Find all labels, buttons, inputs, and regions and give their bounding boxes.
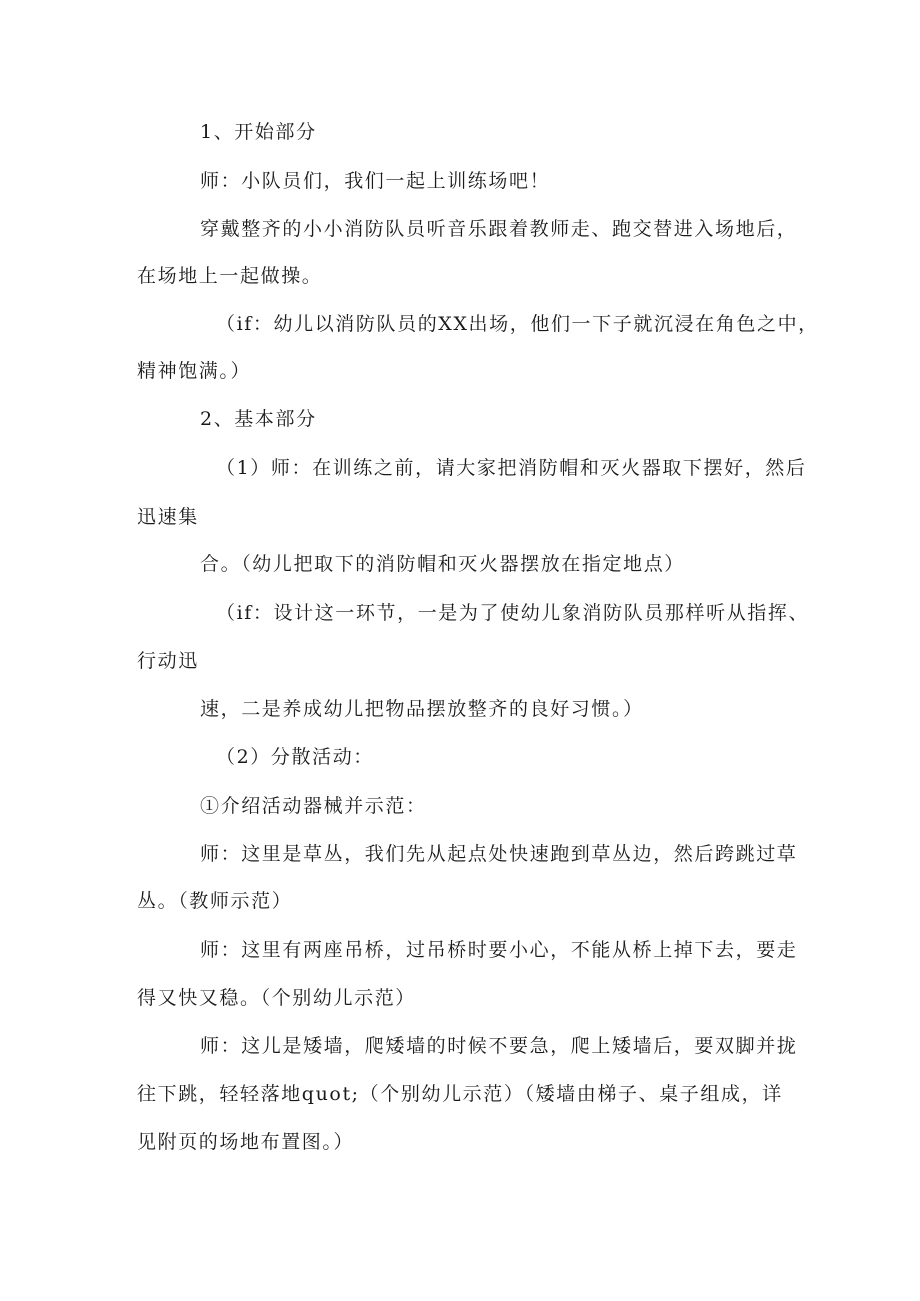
heading-basic-section: 2、基本部分: [200, 408, 317, 430]
paragraph-line: 师：这儿是矮墙，爬矮墙的时候不要急，爬上矮墙后，要双脚并拢: [200, 1035, 798, 1057]
paragraph-line: 师：这里是草丛，我们先从起点处快速跑到草丛边，然后跨跳过草: [200, 843, 798, 865]
paragraph-line: 行动迅: [137, 650, 199, 672]
heading-start-section: 1、开始部分: [200, 121, 317, 143]
paragraph-line: （2）分散活动：: [216, 746, 374, 768]
paragraph-line: ①介绍活动器械并示范：: [200, 795, 427, 817]
paragraph-line: 在场地上一起做操。: [137, 265, 323, 287]
paragraph-line: 精神饱满。）: [137, 360, 252, 382]
paragraph-line: （1）师：在训练之前，请大家把消防帽和灭火器取下摆好，然后: [216, 457, 807, 479]
paragraph-line: 师：小队员们，我们一起上训练场吧！: [200, 170, 551, 192]
paragraph-line: 丛。（教师示范）: [137, 890, 293, 912]
paragraph-line: 师：这里有两座吊桥，过吊桥时要小心，不能从桥上掉下去，要走: [200, 939, 798, 961]
paragraph-line: （if：设计这一环节，一是为了使幼儿象消防队员那样听从指挥、: [216, 602, 810, 624]
paragraph-line: 穿戴整齐的小小消防队员听音乐跟着教师走、跑交替进入场地后，: [200, 218, 798, 240]
paragraph-line: 往下跳，轻轻落地quot;（个别幼儿示范）（矮墙由梯子、桌子组成，详: [137, 1083, 783, 1105]
paragraph-line: 得又快又稳。（个别幼儿示范）: [137, 987, 416, 1009]
paragraph-line: 速，二是养成幼儿把物品摆放整齐的良好习惯。）: [200, 698, 644, 720]
paragraph-line: （if：幼儿以消防队员的XX出场，他们一下子就沉浸在角色之中，: [216, 313, 819, 335]
paragraph-line: 迅速集: [137, 506, 199, 528]
paragraph-line: 合。（幼儿把取下的消防帽和灭火器摆放在指定地点）: [200, 553, 685, 575]
paragraph-line: 见附页的场地布置图。）: [137, 1131, 355, 1153]
